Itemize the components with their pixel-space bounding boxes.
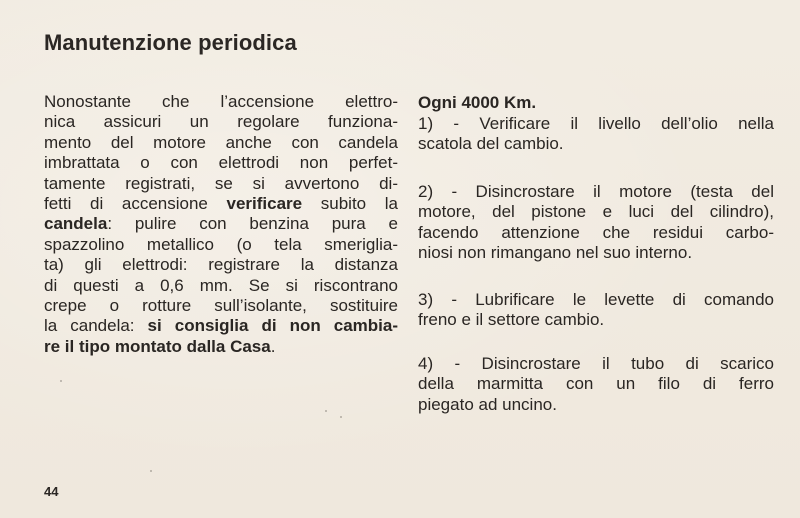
print-speck xyxy=(150,470,152,472)
text-segment: crepe o rotture sull’isolante, sostituire xyxy=(44,296,398,316)
paragraph-line xyxy=(44,255,398,275)
paragraph-line xyxy=(44,316,398,336)
item-line: facendo attenzione che residui carbo- xyxy=(418,222,774,242)
text-segment: di questi a 0,6 mm. Se si riscontrano xyxy=(44,275,398,295)
item-line: freno e il settore cambio. xyxy=(418,310,605,330)
text-segment: . xyxy=(270,336,276,356)
paragraph-line xyxy=(44,337,398,357)
maintenance-item-2 xyxy=(418,182,774,264)
paragraph-line xyxy=(44,174,398,194)
text-segment: ta) gli elettrodi: registrare la distanza xyxy=(44,255,398,275)
item-line: 4) - Disincrostare il tubo di scarico xyxy=(418,354,774,373)
text-segment: subito la xyxy=(302,194,398,214)
text-segment: tamente registrati, se si avvertono di- xyxy=(44,173,398,193)
paragraph-line xyxy=(44,153,398,173)
item-line: piegato ad uncino. xyxy=(418,394,557,414)
text-segment: : pulire con benzina pura e xyxy=(107,214,398,234)
text-segment: spazzolino metallico (o tela smeriglia- xyxy=(44,234,398,254)
paragraph-line xyxy=(44,112,398,132)
paragraph-line xyxy=(44,276,398,296)
paragraph-line xyxy=(44,92,398,112)
text-segment: Nonostante che l’accensione elettro- xyxy=(44,92,398,111)
maintenance-item-3 xyxy=(418,290,774,331)
print-speck xyxy=(60,380,62,382)
text-segment: la candela: xyxy=(44,316,148,336)
paragraph-line xyxy=(44,235,398,255)
paragraph-line xyxy=(44,214,398,234)
item-line: 3) - Lubrificare le levette di comando xyxy=(418,290,774,309)
paragraph-line xyxy=(44,296,398,316)
interval-heading: Ogni 4000 Km. xyxy=(418,93,537,112)
item-line: della marmitta con un filo di ferro xyxy=(418,374,774,394)
paragraph-line xyxy=(44,194,398,214)
print-speck xyxy=(340,416,342,418)
print-speck xyxy=(325,410,327,412)
text-segment: imbrattata o con elettrodi non perfet- xyxy=(44,153,398,173)
item-line: 1) - Verificare il livello dell’olio nella xyxy=(418,114,774,133)
right-column xyxy=(418,92,774,414)
paragraph-line xyxy=(44,133,398,153)
bold-text: candela xyxy=(44,214,108,234)
text-segment: nica assicuri un regolare funziona- xyxy=(44,112,398,132)
maintenance-item-4 xyxy=(418,354,774,415)
bold-text: verificare xyxy=(226,194,303,214)
item-line: 2) - Disincrostare il motore (testa del xyxy=(418,182,774,201)
bold-text: si consiglia di non cambia- xyxy=(147,316,398,336)
left-column xyxy=(44,92,398,357)
item-line: niosi non rimangano nel suo interno. xyxy=(418,243,693,263)
page-title: Manutenzione periodica xyxy=(44,30,297,55)
maintenance-item-1 xyxy=(418,114,774,155)
text-segment: mento del motore anche con candela xyxy=(44,132,398,152)
item-line: motore, del pistone e luci del cilindro), xyxy=(418,202,774,222)
bold-text: re il tipo montato dalla Casa xyxy=(44,336,271,356)
text-segment: fetti di accensione xyxy=(44,194,227,214)
item-line: scatola del cambio. xyxy=(418,134,564,154)
page-number: 44 xyxy=(44,484,59,499)
